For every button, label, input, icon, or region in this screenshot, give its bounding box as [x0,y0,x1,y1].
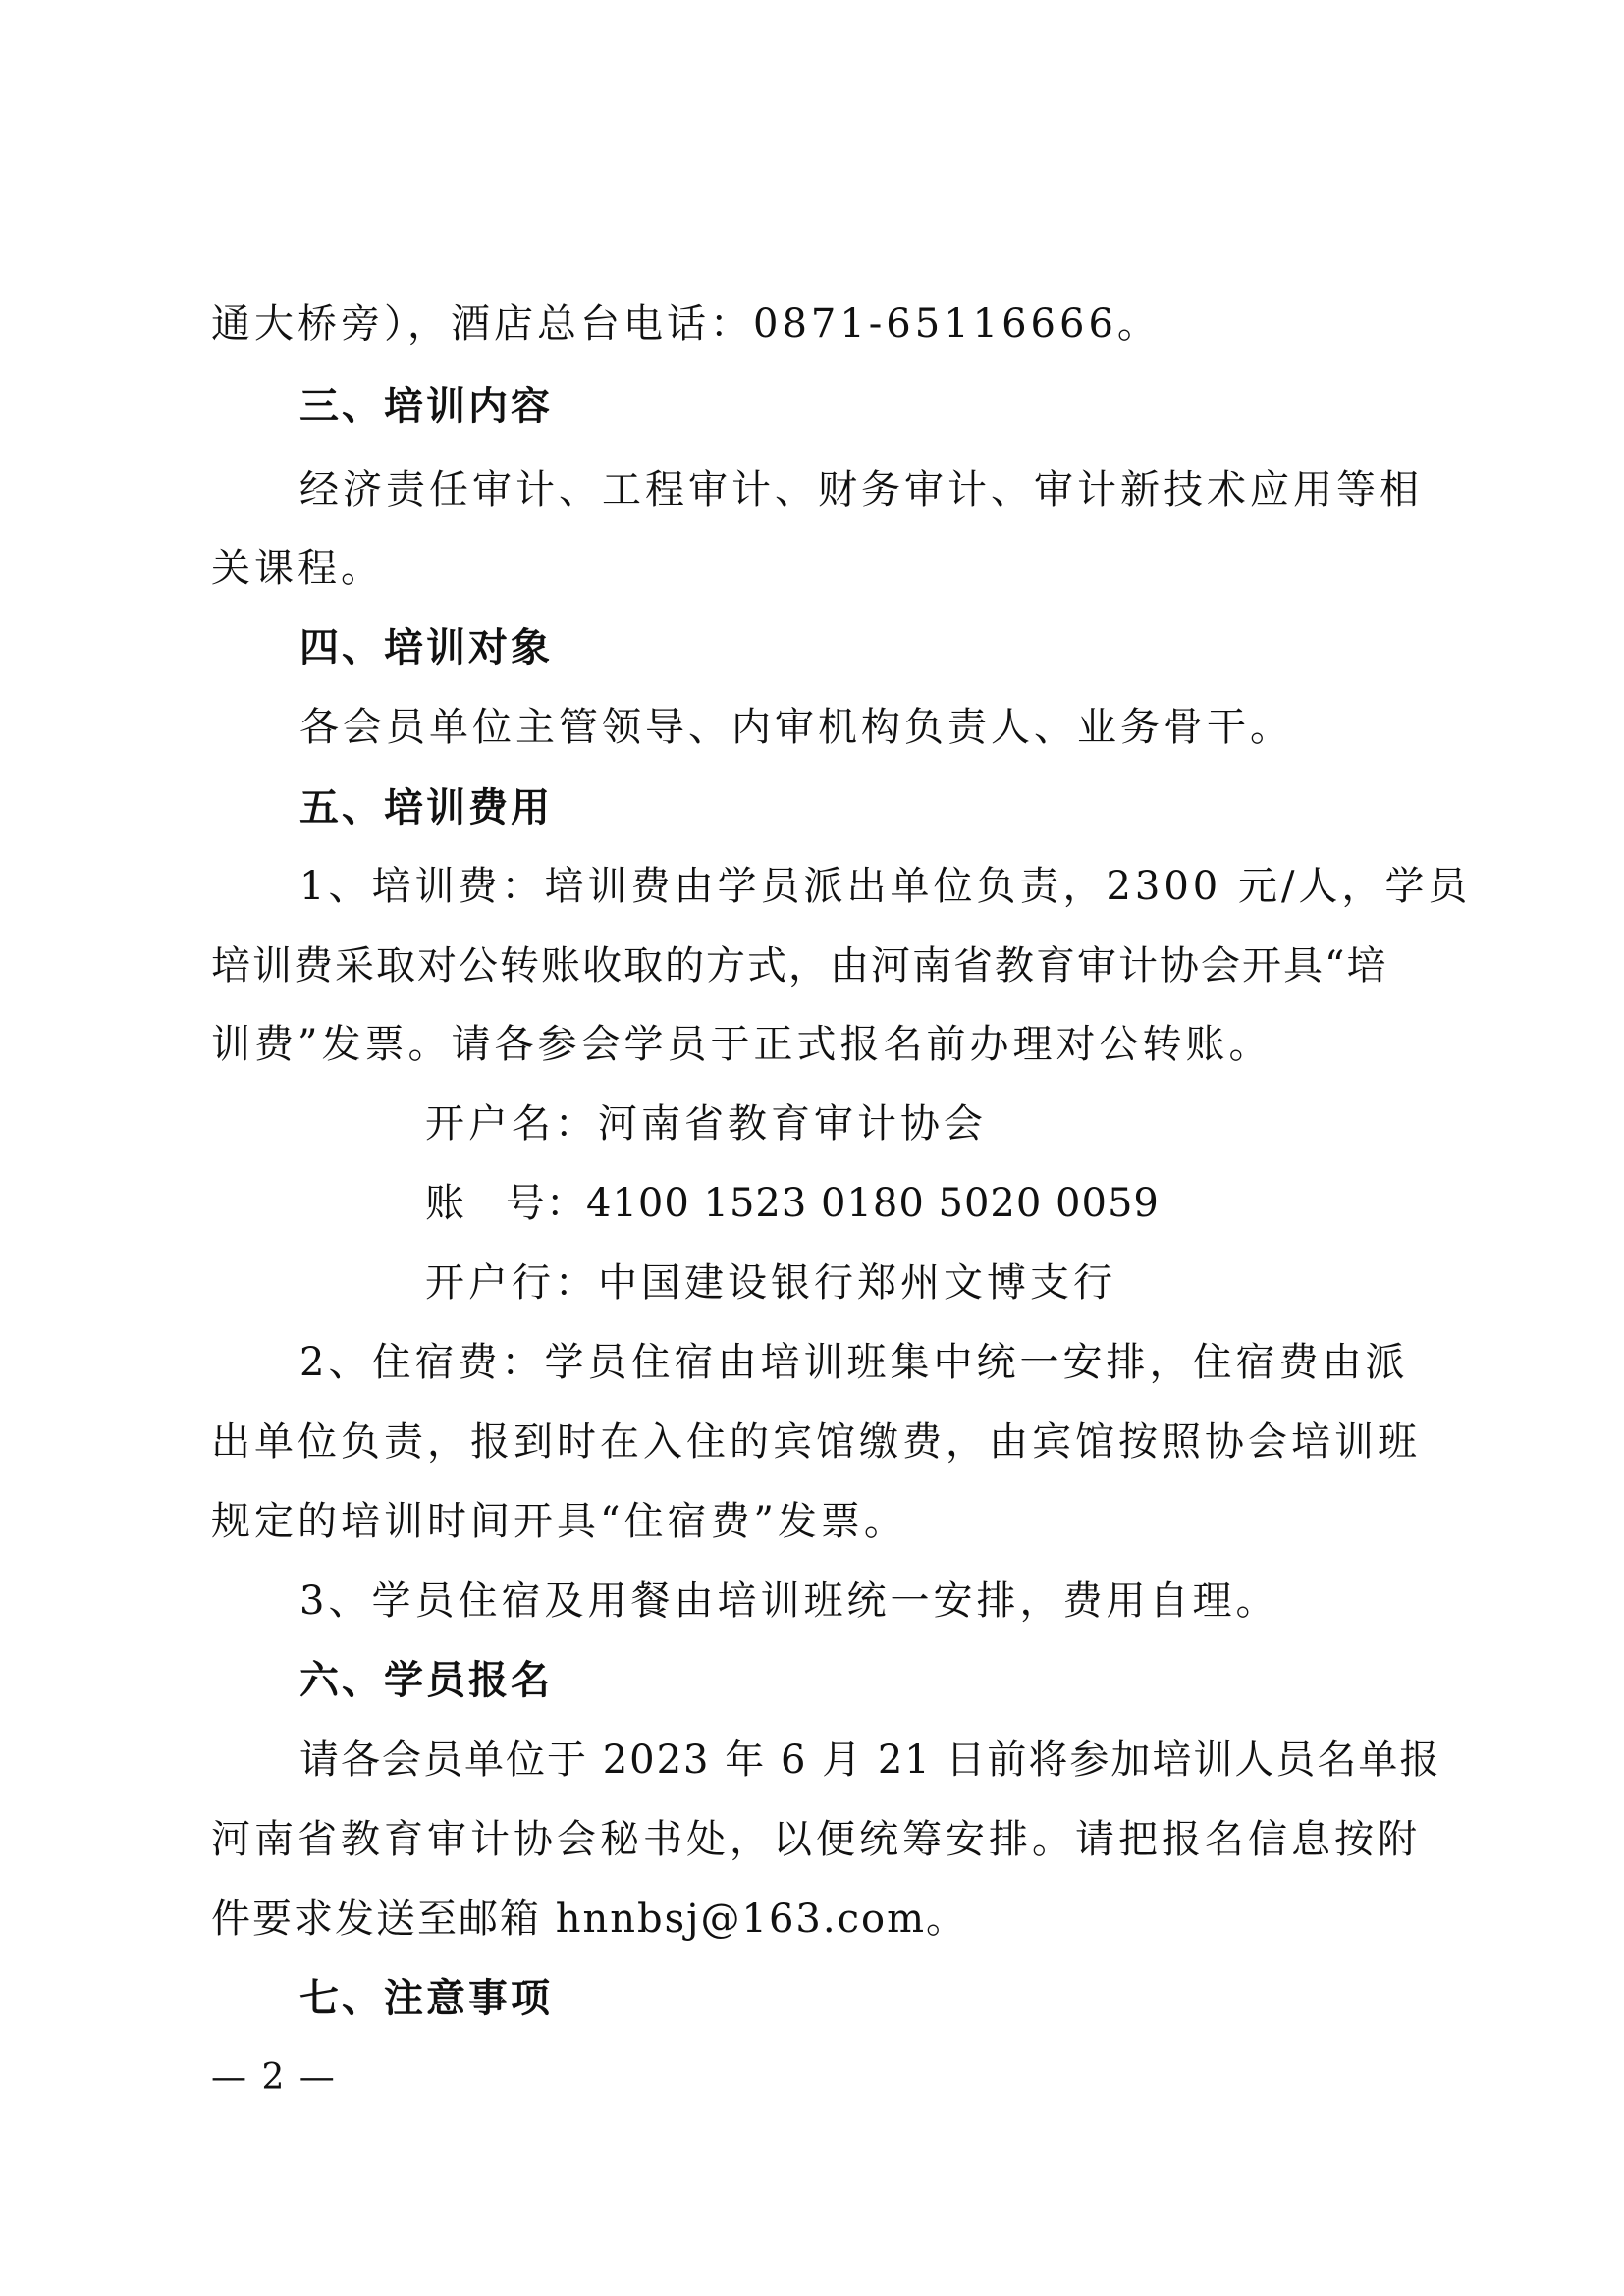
text-line-fee-2: 培训费采取对公转账收取的方式，由河南省教育审计协会开具“培 [211,943,1388,988]
section-heading-registration: 六、学员报名 [299,1658,553,1703]
text-line-registration-2: 河南省教育审计协会秘书处，以便统筹安排。请把报名信息按附 [211,1817,1421,1862]
section-heading-notes: 七、注意事项 [299,1976,553,2021]
text-line-fee-3: 训费”发票。请各参会学员于正式报名前办理对公转账。 [211,1022,1272,1067]
text-line-fee-1: 1、培训费：培训费由学员派出单位负责，2300 元/人，学员 [299,864,1472,909]
text-line-registration-3: 件要求发送至邮箱 hnnbsj@163.com。 [211,1896,968,1942]
section-heading-training-content: 三、培训内容 [299,384,553,429]
text-line-lodging-2: 出单位负责，报到时在入住的宾馆缴费，由宾馆按照协会培训班 [211,1419,1421,1465]
section-heading-training-target: 四、培训对象 [299,625,553,670]
account-bank-line: 开户行：中国建设银行郑州文博支行 [425,1260,1116,1306]
text-line-lodging-3: 规定的培训时间开具“住宿费”发票。 [211,1499,907,1544]
account-name-line: 开户名：河南省教育审计协会 [425,1101,987,1147]
text-line-meals: 3、学员住宿及用餐由培训班统一安排，费用自理。 [299,1578,1279,1624]
text-line-content-2: 关课程。 [211,546,384,591]
text-line-target: 各会员单位主管领导、内审机构负责人、业务骨干。 [299,705,1293,750]
section-heading-training-fee: 五、培训费用 [299,785,553,830]
page-number: — 2 — [211,2057,337,2098]
text-line-registration-1: 请各会员单位于 2023 年 6 月 21 日前将参加培训人员名单报 [299,1737,1441,1783]
text-line-lodging-1: 2、住宿费：学员住宿由培训班集中统一安排，住宿费由派 [299,1340,1409,1385]
account-number-line: 账 号：4100 1523 0180 5020 0059 [425,1181,1160,1226]
text-line-content-1: 经济责任审计、工程审计、财务审计、审计新技术应用等相 [299,467,1423,512]
text-line-hotel-phone: 通大桥旁），酒店总台电话：0871-65116666。 [211,301,1161,347]
